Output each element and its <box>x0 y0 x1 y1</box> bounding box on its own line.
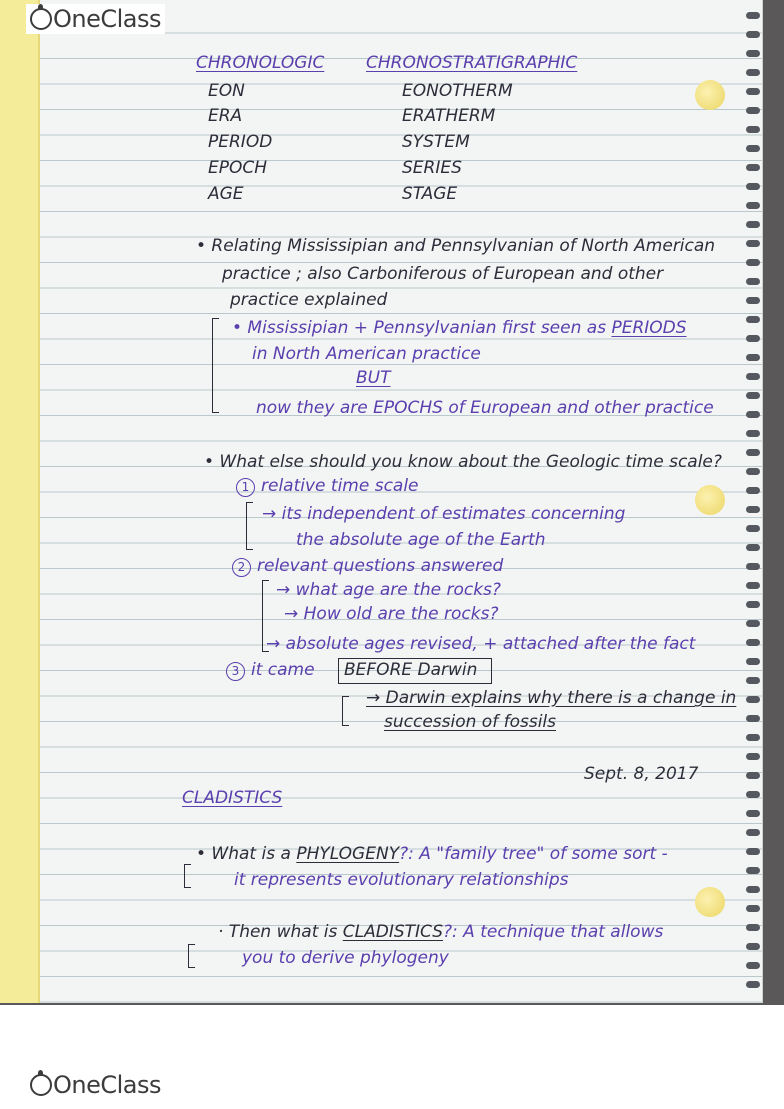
spiral-coil <box>746 240 760 247</box>
spiral-coil <box>746 50 760 57</box>
spiral-coil <box>746 221 760 228</box>
spiral-coil <box>746 126 760 133</box>
item-number: 1 <box>236 478 255 497</box>
table-row-right: SYSTEM <box>402 132 470 152</box>
spiral-coil <box>746 620 760 627</box>
spiral-coil <box>746 848 760 855</box>
spiral-coil <box>746 183 760 190</box>
spiral-coil <box>746 962 760 969</box>
spiral-coil <box>746 582 760 589</box>
section3-q1-line2: it represents evolutionary relationships <box>234 870 569 890</box>
spiral-coil <box>746 202 760 209</box>
section3-q2-term: CLADISTICS <box>342 922 444 942</box>
section1-bullet: • Relating Mississipian and Pennsylvanian of North American <box>196 236 716 256</box>
section2-item3-b: succession of fossils <box>384 712 556 732</box>
bracket <box>342 696 349 726</box>
table-row-left: EPOCH <box>208 158 268 178</box>
section2-item3-text: it came <box>251 660 315 680</box>
spiral-coil <box>746 164 760 171</box>
spiral-coil <box>746 943 760 950</box>
spiral-coil <box>746 981 760 988</box>
spiral-coil <box>746 696 760 703</box>
section2-item3-box: BEFORE Darwin <box>344 660 478 680</box>
spiral-coil <box>746 430 760 437</box>
section1-but: BUT <box>356 368 391 388</box>
left-margin-strip <box>0 0 38 1003</box>
spiral-coil <box>746 335 760 342</box>
bracket <box>212 318 219 413</box>
spiral-coil <box>746 563 760 570</box>
spiral-coil <box>746 297 760 304</box>
table-row-right: EONOTHERM <box>402 81 513 101</box>
table-row-left: ERA <box>208 106 243 126</box>
spiral-coil <box>746 639 760 646</box>
spiral-coil <box>746 354 760 361</box>
spiral-coil <box>746 487 760 494</box>
section3-q2 <box>218 924 663 941</box>
section3-q1-text: • What is a <box>196 844 291 864</box>
spiral-coil <box>746 677 760 684</box>
table-col1-header: CHRONOLOGIC <box>196 53 325 73</box>
spiral-coil <box>746 373 760 380</box>
spiral-coil <box>746 544 760 551</box>
spiral-coil <box>746 791 760 798</box>
section3-heading: CLADISTICS <box>182 788 283 808</box>
bracket <box>188 944 195 968</box>
spiral-coil <box>746 468 760 475</box>
spiral-coil <box>746 525 760 532</box>
margin-line <box>38 0 40 1003</box>
spiral-coil <box>746 506 760 513</box>
punch-hole <box>695 887 725 917</box>
table-row-right: ERATHERM <box>402 106 496 126</box>
section1-line2: practice ; also Carboniferous of European and other <box>222 264 664 284</box>
section3-q1 <box>196 846 668 863</box>
table-row-right: STAGE <box>402 184 458 204</box>
spiral-coil <box>746 867 760 874</box>
item-number: 2 <box>232 558 251 577</box>
section2-item2 <box>232 558 503 577</box>
bracket <box>246 502 253 550</box>
bracket <box>184 864 191 888</box>
section1-sub1-emphasis: PERIODS <box>611 318 687 338</box>
spiral-coil <box>746 12 760 19</box>
spiral-coil <box>746 772 760 779</box>
spiral-coil <box>746 392 760 399</box>
section2-item2-c: → absolute ages revised, + attached after the fact <box>266 634 696 654</box>
section2-item3-a: → Darwin explains why there is a change in <box>366 688 737 708</box>
spiral-coil <box>746 449 760 456</box>
logo-text: OneClass <box>53 5 162 33</box>
table-row-left: EON <box>208 81 245 101</box>
spiral-coil <box>746 316 760 323</box>
section3-q2-line2: you to derive phylogeny <box>242 948 449 968</box>
section2-item2-text: relevant questions answered <box>257 556 504 576</box>
spiral-coil <box>746 69 760 76</box>
section3-q2-text: · Then what is <box>218 922 338 942</box>
section3-q1-answer: ?: A "family tree" of some sort - <box>399 844 668 864</box>
spiral-coil <box>746 829 760 836</box>
section2-item3 <box>226 662 315 681</box>
spiral-coil <box>746 810 760 817</box>
item-number: 3 <box>226 662 245 681</box>
spiral-coil <box>746 924 760 931</box>
spiral-binding <box>740 0 762 1003</box>
spiral-coil <box>746 715 760 722</box>
section3-q2-answer: ?: A technique that allows <box>443 922 664 942</box>
spiral-coil <box>746 278 760 285</box>
section2-question: • What else should you know about the Geologic time scale? <box>204 452 722 472</box>
spiral-coil <box>746 259 760 266</box>
spiral-coil <box>746 145 760 152</box>
section2-item1 <box>236 478 419 497</box>
logo-text: OneClass <box>53 1071 162 1099</box>
punch-hole <box>695 485 725 515</box>
table-row-left: AGE <box>208 184 244 204</box>
section3-q1-term: PHYLOGENY <box>296 844 400 864</box>
section1-line3: practice explained <box>230 290 388 310</box>
table-col2-header: CHRONOSTRATIGRAPHIC <box>366 53 578 73</box>
table-row-left: PERIOD <box>208 132 273 152</box>
spiral-coil <box>746 601 760 608</box>
section2-item2-b: → How old are the rocks? <box>284 604 499 624</box>
spiral-coil <box>746 658 760 665</box>
section1-sub3: now they are EPOCHS of European and other practice <box>256 398 714 418</box>
logo-mark-icon <box>30 8 52 30</box>
spiral-coil <box>746 886 760 893</box>
spiral-coil <box>746 31 760 38</box>
spiral-coil <box>746 753 760 760</box>
spiral-coil <box>746 905 760 912</box>
spiral-coil <box>746 734 760 741</box>
logo-mark-icon <box>30 1074 52 1096</box>
section1-sub1-text: • Mississipian + Pennsylvanian first seen as <box>232 318 607 338</box>
spiral-coil <box>746 107 760 114</box>
spiral-coil <box>746 88 760 95</box>
spiral-coil <box>746 411 760 418</box>
section2-item1-text: relative time scale <box>261 476 419 496</box>
oneclass-logo-bottom <box>26 1068 165 1102</box>
section1-sub1 <box>232 320 687 337</box>
oneclass-logo-top <box>26 4 165 34</box>
table-row-right: SERIES <box>402 158 462 178</box>
note-date: Sept. 8, 2017 <box>584 764 699 784</box>
section2-item1-a: → its independent of estimates concerning <box>262 504 626 524</box>
punch-hole <box>695 80 725 110</box>
section2-item2-a: → what age are the rocks? <box>276 580 501 600</box>
section2-item1-b: the absolute age of the Earth <box>296 530 546 550</box>
section1-sub2: in North American practice <box>252 344 481 364</box>
